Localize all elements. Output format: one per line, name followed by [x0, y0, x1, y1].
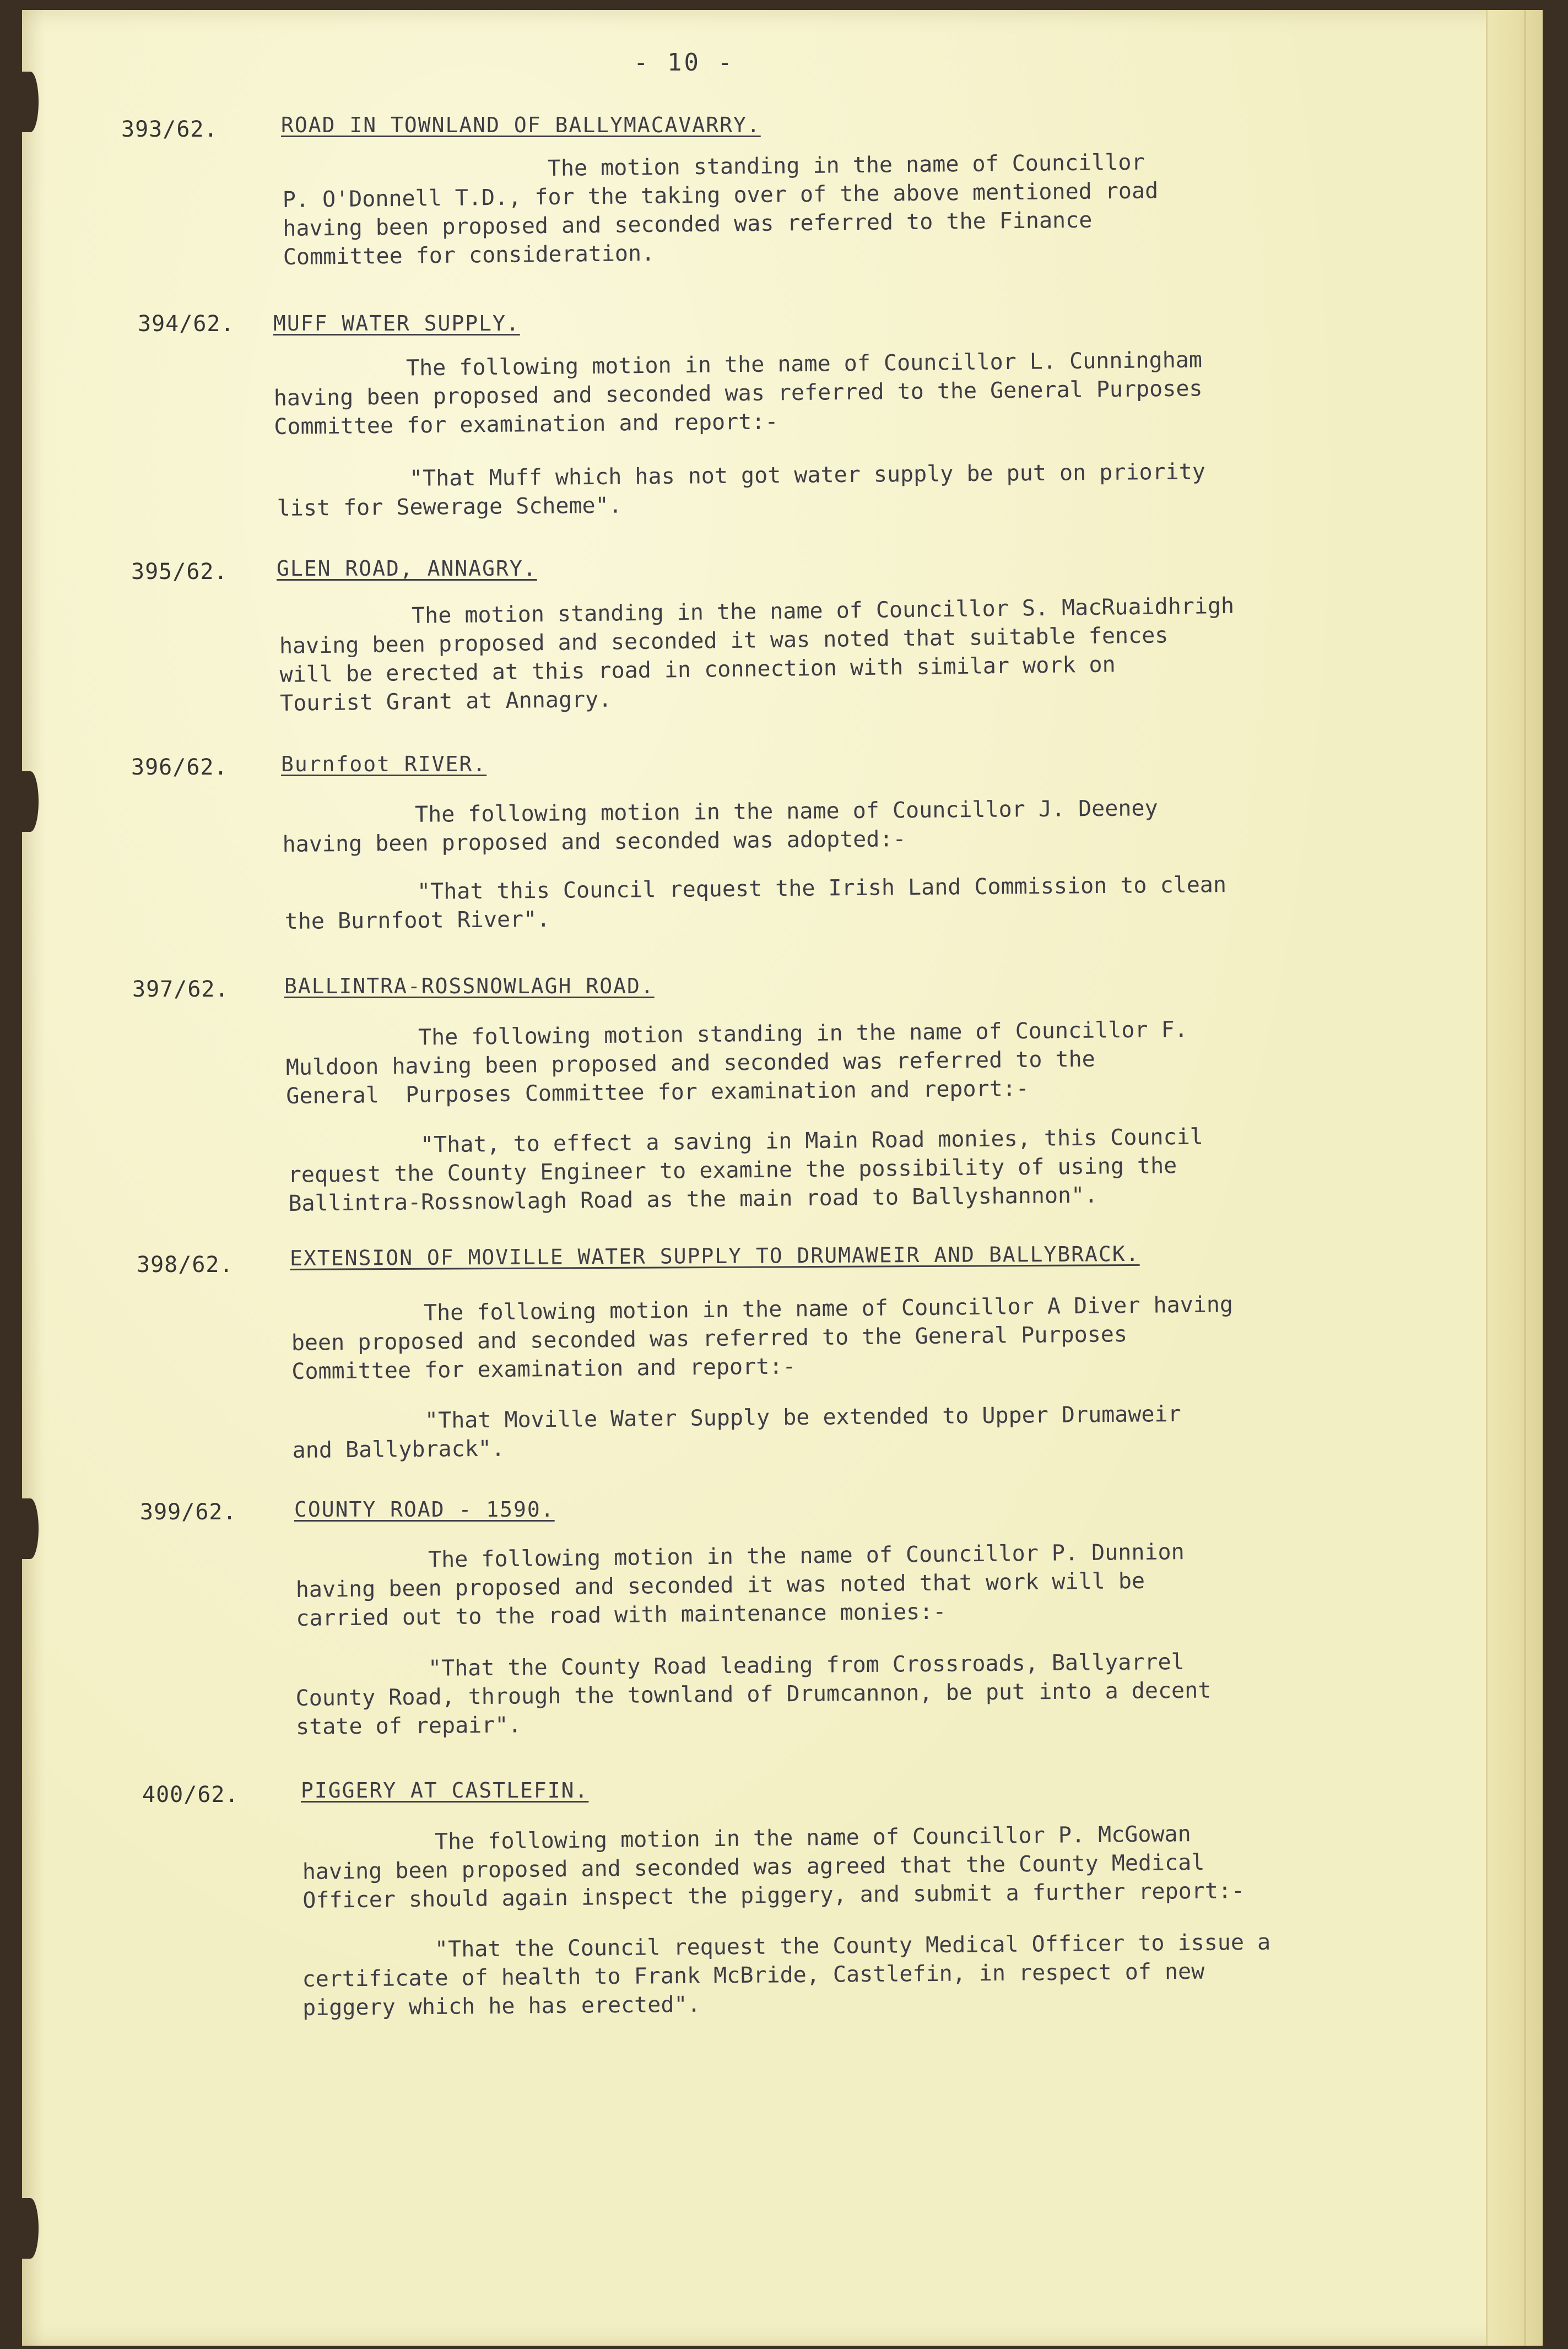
item-number: 399/62. — [140, 1500, 237, 1525]
item-number: 393/62. — [121, 117, 218, 142]
item-number: 398/62. — [137, 1252, 234, 1278]
item-title: Burnfoot RIVER. — [281, 752, 487, 776]
item-number: 396/62. — [131, 755, 228, 780]
item-quote: "That Muff which has not got water supply be put on priority list for Sewerage Scheme". — [277, 459, 1206, 521]
page-number: - 10 - — [634, 48, 734, 77]
item-body: The following motion in the name of Councillor P. McGowan having been proposed and seconded was agreed that the County Medical Officer should again inspect the piggery, and submit a further report:- — [302, 1821, 1245, 1913]
item-number: 394/62. — [138, 311, 235, 337]
item-title: ROAD IN TOWNLAND OF BALLYMACAVARRY. — [281, 113, 761, 137]
item-title: PIGGERY AT CASTLEFIN. — [301, 1778, 589, 1803]
item-quote: "That the Council request the County Medical Officer to issue a certificate of health to Frank McBride, Castlefin, in respect of new piggery which he has erected". — [302, 1929, 1271, 2021]
binder-hole — [22, 2198, 39, 2259]
item-quote: "That the County Road leading from Crossroads, Ballyarrel County Road, through the townland of Drumcannon, be put into a decent state of repair". — [295, 1649, 1212, 1740]
item-quote: "That, to effect a saving in Main Road monies, this Council request the County Engineer to examine the possibility of using the Ballintra-Rossnowlagh Road as the main road to Ballyshannon". — [288, 1124, 1204, 1216]
item-quote: "That this Council request the Irish Land Commission to clean the Burnfoot River". — [284, 872, 1227, 934]
item-number: 400/62. — [142, 1782, 239, 1807]
binder-hole — [22, 72, 39, 132]
item-title: COUNTY ROAD - 1590. — [294, 1497, 555, 1522]
item-body: The following motion in the name of Councillor J. Deeney having been proposed and seconded was adopted:- — [282, 795, 1158, 857]
item-title: GLEN ROAD, ANNAGRY. — [277, 556, 537, 581]
item-title: BALLINTRA-ROSSNOWLAGH ROAD. — [284, 974, 655, 998]
page-edge-line — [1524, 10, 1526, 2346]
item-body: The following motion in the name of Councillor L. Cunningham having been proposed and seconded was referred to the General Purposes Committee for examination and report:- — [273, 347, 1203, 440]
binder-hole — [22, 771, 39, 832]
item-number: 397/62. — [132, 977, 229, 1002]
item-quote: "That Moville Water Supply be extended to Upper Drumaweir and Ballybrack". — [292, 1401, 1181, 1463]
page-edge — [1486, 10, 1543, 2346]
item-body: The following motion standing in the name of Councillor F. Muldoon having been proposed and seconded was referred to the General Purposes Committee for examination and report:- — [285, 1016, 1188, 1109]
item-title: MUFF WATER SUPPLY. — [273, 311, 520, 335]
item-body: The motion standing in the name of Councillor P. O'Donnell T.D., for the taking over of the above mentioned road having been proposed and seconded was referred to the Finance Committee for consideration. — [282, 149, 1159, 270]
item-body: The motion standing in the name of Councillor S. MacRuaidhrigh having been proposed and seconded it was noted that suitable fences will be erected at this road in connection with similar work on Tourist Grant at Annagry. — [279, 593, 1235, 716]
item-number: 395/62. — [131, 559, 228, 584]
item-body: The following motion in the name of Councillor A Diver having been proposed and seconded was referred to the General Purposes Committee for examination and report:- — [291, 1292, 1234, 1384]
binder-hole — [22, 1498, 39, 1559]
item-title: EXTENSION OF MOVILLE WATER SUPPLY TO DRUMAWEIR AND BALLYBRACK. — [290, 1241, 1140, 1270]
item-body: The following motion in the name of Councillor P. Dunnion having been proposed and seconded it was noted that work will be carried out to the road with maintenance monies:- — [295, 1539, 1185, 1631]
